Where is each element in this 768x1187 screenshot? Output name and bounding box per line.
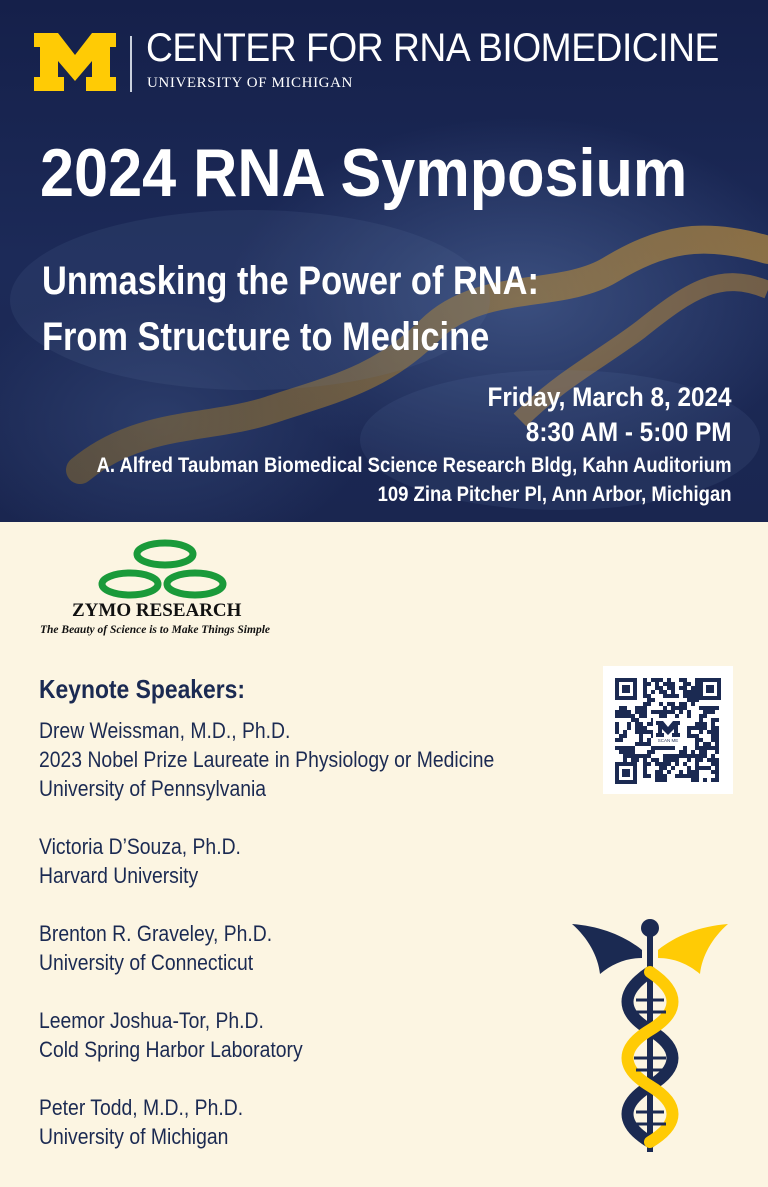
speaker-affiliation: University of Pennsylvania xyxy=(39,776,267,801)
qr-label: SCAN ME xyxy=(657,738,679,743)
qr-code-icon xyxy=(603,666,733,794)
subtitle-line-1: Unmasking the Power of RNA: xyxy=(42,259,539,303)
speaker-weissman xyxy=(39,716,556,803)
speaker-name: Brenton R. Graveley, Ph.D. xyxy=(39,921,273,946)
speaker-affiliation: Cold Spring Harbor Laboratory xyxy=(39,1037,303,1062)
sponsor-name: ZYMO RESEARCH xyxy=(72,600,242,621)
speaker-name: Leemor Joshua-Tor, Ph.D. xyxy=(39,1008,264,1033)
speaker-joshua-tor xyxy=(39,1006,556,1064)
center-name: CENTER FOR RNA BIOMEDICINE xyxy=(146,26,719,70)
speaker-graveley xyxy=(39,919,556,977)
speaker-list xyxy=(39,716,556,1180)
event-title: 2024 RNA Symposium xyxy=(40,135,688,211)
speaker-affiliation: University of Michigan xyxy=(39,1124,229,1149)
hero-banner xyxy=(0,0,768,522)
event-info xyxy=(10,380,732,509)
sponsor-tagline: The Beauty of Science is to Make Things Simple xyxy=(40,624,270,636)
caduceus-dna-icon xyxy=(570,912,730,1157)
block-m-logo xyxy=(34,33,116,91)
keynote-heading: Keynote Speakers: xyxy=(39,674,246,704)
speaker-name: Drew Weissman, M.D., Ph.D. xyxy=(39,718,291,743)
event-venue: A. Alfred Taubman Biomedical Science Research Bldg, Kahn Auditorium xyxy=(97,454,732,477)
speaker-dsouza xyxy=(39,832,556,890)
event-time: 8:30 AM - 5:00 PM xyxy=(526,417,732,447)
speaker-name: Peter Todd, M.D., Ph.D. xyxy=(39,1095,244,1120)
speaker-detail: 2023 Nobel Prize Laureate in Physiology or Medicine xyxy=(39,747,495,772)
university-name: UNIVERSITY OF MICHIGAN xyxy=(147,75,353,91)
registration-qr-code[interactable] xyxy=(603,666,733,794)
speaker-name: Victoria D’Souza, Ph.D. xyxy=(39,834,241,859)
subtitle-line-2: From Structure to Medicine xyxy=(42,315,490,359)
logo-divider xyxy=(130,36,132,92)
event-address: 109 Zina Pitcher Pl, Ann Arbor, Michigan xyxy=(378,483,732,506)
speaker-todd xyxy=(39,1093,556,1151)
speaker-affiliation: University of Connecticut xyxy=(39,950,254,975)
event-subtitle xyxy=(42,253,539,365)
speaker-affiliation: Harvard University xyxy=(39,863,199,888)
event-date: Friday, March 8, 2024 xyxy=(487,382,732,412)
